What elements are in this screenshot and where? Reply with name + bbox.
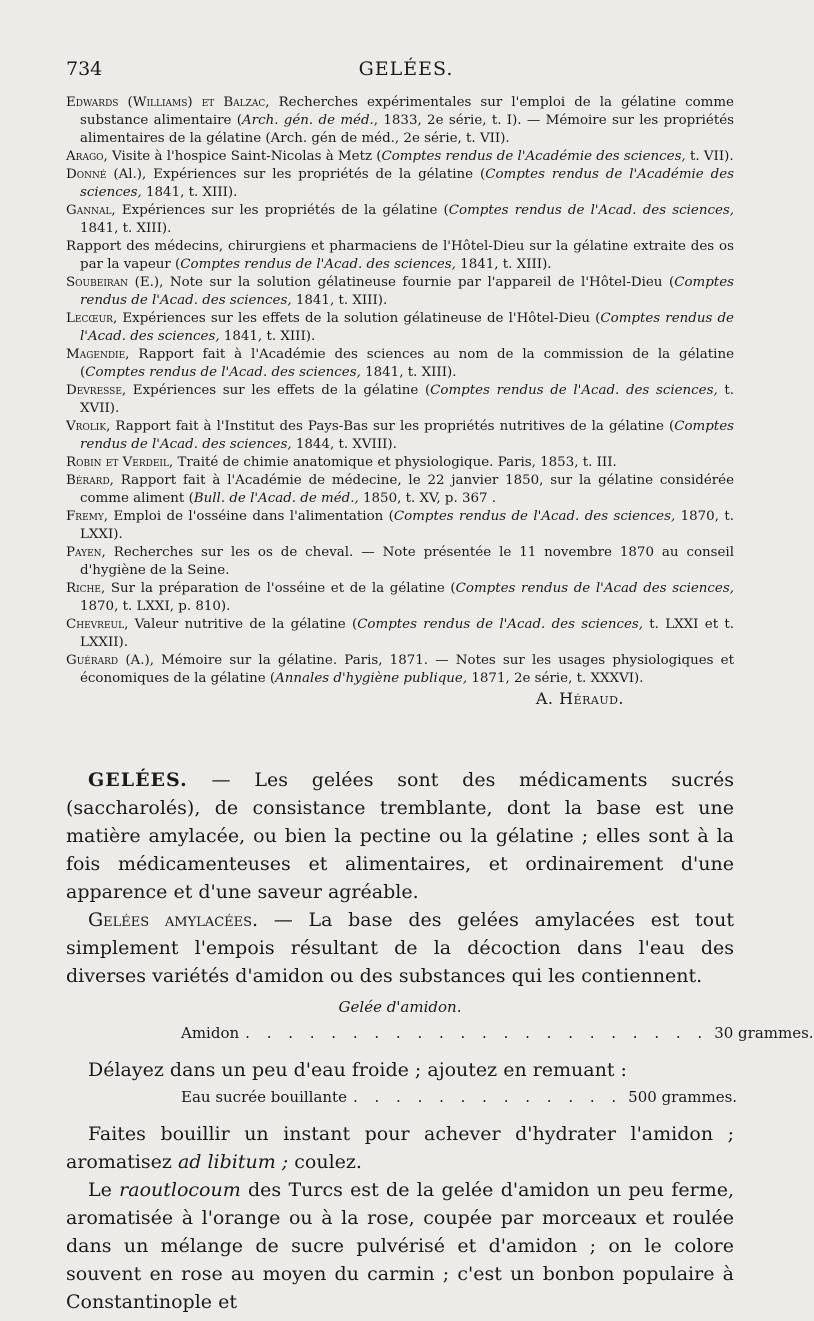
- reference-entry: Guérard (A.), Mémoire sur la gélatine. Paris, 1871. — Notes sur les usages physiologiques et économiques de la gélatine (Annales d'hygiène publique, 1871, 2e série, t. XXXVI).: [66, 653, 734, 686]
- reference-entry: Chevreul, Valeur nutritive de la gélatine (Comptes rendus de l'Acad. des sciences, t. LXXI et t. LXXII).: [66, 617, 735, 650]
- reference-entry: Bérard, Rapport fait à l'Académie de médecine, le 22 janvier 1850, sur la gélatine considérée comme aliment (Bull. de l'Acad. de méd., 1850, t. XV, p. 367 .: [66, 473, 734, 506]
- entry-heading: GELÉES.: [88, 769, 188, 791]
- recipe-title: Gelée d'amidon.: [338, 998, 462, 1016]
- reference-entry: Robin et Verdeil, Traité de chimie anatomique et physiologique. Paris, 1853, t. III.: [66, 455, 617, 470]
- reference-entry: Magendie, Rapport fait à l'Académie des sciences au nom de la commission de la gélatine (Comptes rendus de l'Acad. des sciences, 1841, t. XIII).: [66, 347, 734, 380]
- subheading: Gelées amylacées.: [88, 909, 259, 931]
- running-title: GELÉES.: [358, 58, 454, 80]
- reference-entry: Devresse, Expériences sur les effets de la gélatine (Comptes rendus de l'Acad. des sciences, t. XVII).: [66, 383, 734, 416]
- reference-entry: Rapport des médecins, chirurgiens et pharmaciens de l'Hôtel-Dieu sur la gélatine extraite des os par la vapeur (Comptes rendus de l'Acad. des sciences, 1841, t. XIII).: [66, 239, 734, 272]
- reference-entry: Edwards (Williams) et Balzac, Recherches expérimentales sur l'emploi de la gélatine comme substance alimentaire (Arch. gén. de méd., 1833, 2e série, t. I). — Mémoire sur les propriétés alimentaires de la gélatine (Arch. gén de méd., 2e série, t. VII).: [66, 95, 734, 146]
- article-body: [66, 766, 814, 1316]
- reference-entry: Gannal, Expériences sur les propriétés de la gélatine (Comptes rendus de l'Acad. des sciences, 1841, t. XIII).: [66, 203, 734, 236]
- reference-entry: Payen, Recherches sur les os de cheval. — Note présentée le 11 novembre 1870 au conseil d'hygiène de la Seine.: [66, 545, 734, 578]
- reference-entry: Fremy, Emploi de l'osséine dans l'alimentation (Comptes rendus de l'Acad. des sciences, 1870, t. LXXI).: [66, 509, 734, 542]
- article-signature: A. Héraud.: [535, 689, 624, 708]
- reference-entry: Lecœur, Expériences sur les effets de la solution gélatineuse de l'Hôtel-Dieu (Comptes rendus de l'Acad. des sciences, 1841, t. XIII).: [66, 311, 734, 344]
- recipe-ingredient: Amidon . . . . . . . . . . . . . . . . . . . . . . 30 grammes.: [181, 1024, 814, 1042]
- paragraph-raoutlocoum: Le raoutlocoum des Turcs est de la gelée d'amidon un peu ferme, aromatisée à l'orange ou à la rose, coupée par morceaux et roulée dans un mélange de sucre pulvérisé et d'amidon ; on le colore souvent en rose au moyen du carmin ; c'est un bonbon populaire à Constantinople et: [66, 1179, 734, 1313]
- recipe-ingredient: Eau sucrée bouillante . . . . . . . . . . . . . 500 grammes.: [181, 1088, 738, 1106]
- reference-entry: Riche, Sur la préparation de l'osséine et de la gélatine (Comptes rendus de l'Acad des sciences, 1870, t. LXXI, p. 810).: [66, 581, 734, 614]
- paragraph-instruction: Délayez dans un peu d'eau froide ; ajoutez en remuant :: [88, 1059, 627, 1081]
- paragraph-amylacees: Gelées amylacées. — La base des gelées amylacées est tout simplement l'empois résultant de la décoction dans l'eau des diverses variétés d'amidon ou des substances qui les contiennent.: [66, 909, 734, 987]
- reference-entry: Soubeiran (E.), Note sur la solution gélatineuse fournie par l'appareil de l'Hôtel-Dieu (Comptes rendus de l'Acad. des sciences, 1841, t. XIII).: [66, 275, 734, 308]
- reference-entry: Arago, Visite à l'hospice Saint-Nicolas à Metz (Comptes rendus de l'Académie des sciences, t. VII).: [66, 149, 734, 164]
- reference-entry: Donné (Al.), Expériences sur les propriétés de la gélatine (Comptes rendus de l'Académie des sciences, 1841, t. XIII).: [66, 167, 735, 200]
- paragraph-preparation: Faites bouillir un instant pour achever d'hydrater l'amidon ; aromatisez ad libitum ; coulez.: [66, 1123, 734, 1173]
- page-number: 734: [66, 58, 103, 80]
- page-header: [66, 58, 746, 84]
- reference-entry: Vrolik, Rapport fait à l'Institut des Pays-Bas sur les propriétés nutritives de la gélatine (Comptes rendus de l'Acad. des sciences, 1844, t. XVIII).: [66, 419, 734, 452]
- bibliography: [66, 94, 734, 708]
- paragraph-definition: GELÉES. — Les gelées sont des médicaments sucrés (saccharolés), de consistance tremblante, dont la base est une matière amylacée, ou bien la pectine ou la gélatine ; elles sont à la fois médicamenteuses et alimentaires, et ordinairement d'une apparence et d'une saveur agréable.: [66, 769, 734, 903]
